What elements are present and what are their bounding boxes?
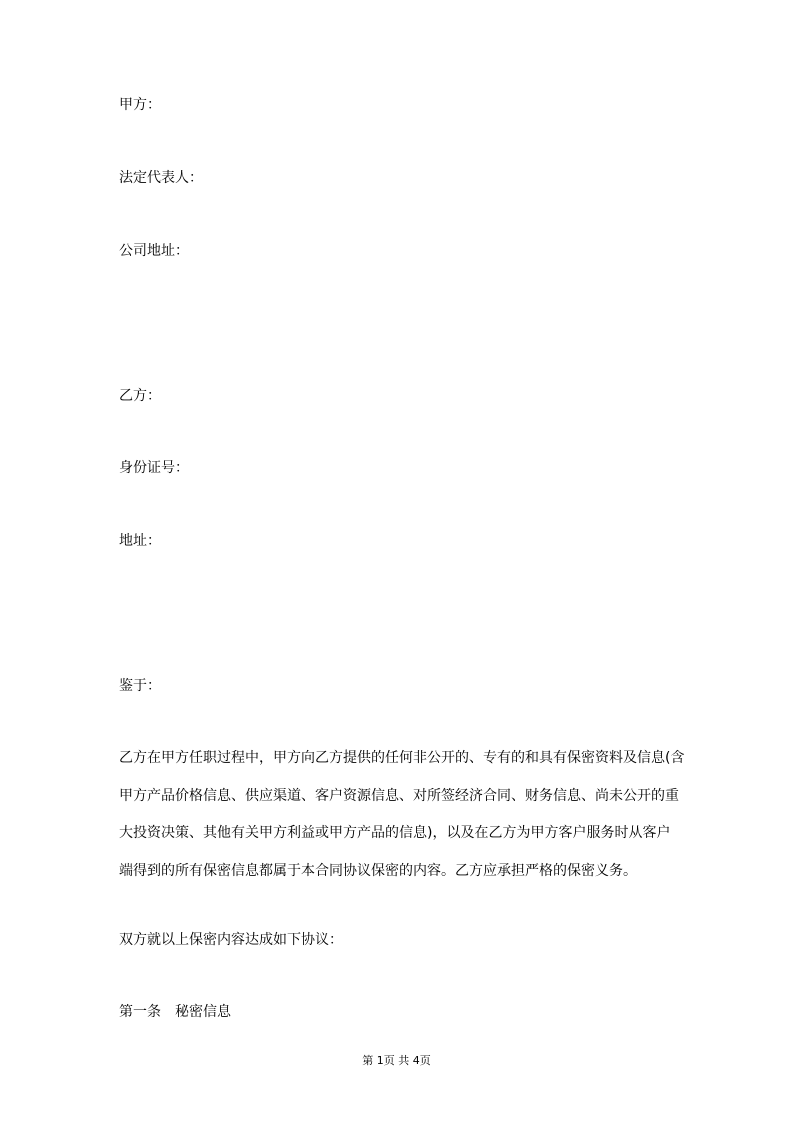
party-b-label: 乙方：: [119, 388, 161, 404]
page-number-footer: 第 1页 共 4页: [362, 1054, 431, 1067]
address-label: 地址：: [119, 533, 161, 549]
whereas-label: 鉴于：: [119, 678, 161, 694]
whereas-paragraph: [119, 740, 685, 890]
company-address-label: 公司地址：: [119, 243, 189, 259]
paragraph-line: 乙方在甲方任职过程中，甲方向乙方提供的任何非公开的、专有的和具有保密资料及信息(含: [119, 750, 685, 766]
party-a-label: 甲方：: [119, 97, 161, 113]
paragraph-line: 大投资决策、其他有关甲方利益或甲方产品的信息)，以及在乙方为甲方客户服务时从客户: [119, 825, 671, 841]
id-number-label: 身份证号：: [119, 460, 189, 476]
paragraph-line: 端得到的所有保密信息都属于本合同协议保密的内容。乙方应承担严格的保密义务。: [119, 862, 637, 879]
legal-representative-label: 法定代表人：: [119, 170, 203, 186]
paragraph-line: 甲方产品价格信息、供应渠道、客户资源信息、对所签经济合同、财务信息、尚未公开的重: [119, 787, 679, 804]
agreement-intro: 双方就以上保密内容达成如下协议：: [119, 932, 343, 948]
article-1-heading: 第一条 秘密信息: [119, 1004, 231, 1020]
